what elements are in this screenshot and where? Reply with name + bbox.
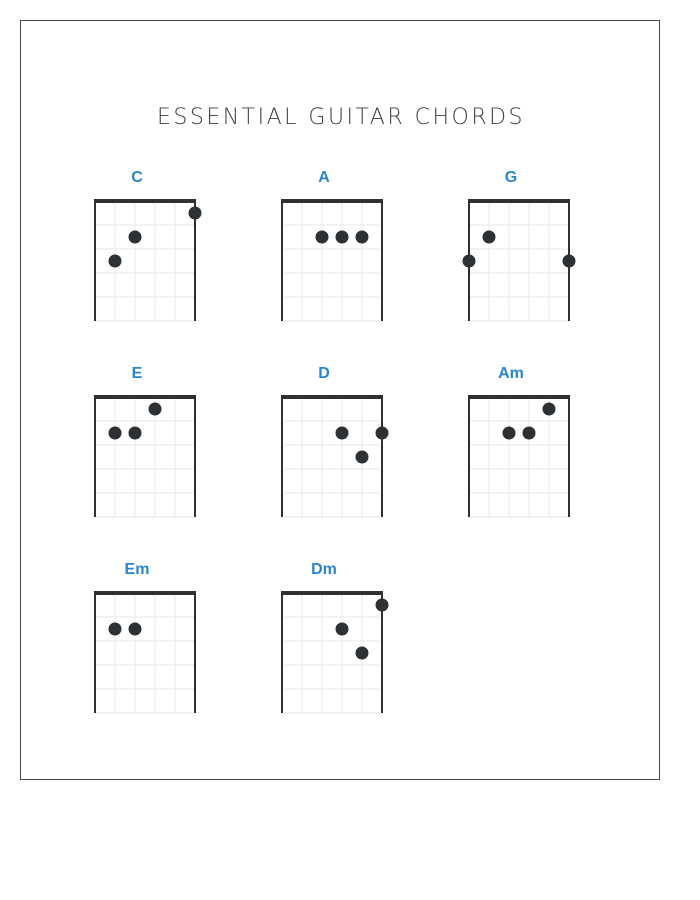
chord-diagram-a xyxy=(244,169,404,329)
chord-diagram-g xyxy=(431,169,591,329)
finger-dot xyxy=(376,427,389,440)
chord-name: Dm xyxy=(311,561,337,578)
finger-dot xyxy=(563,255,576,268)
finger-dot xyxy=(356,647,369,660)
fretboard xyxy=(57,169,217,329)
fretboard xyxy=(244,365,404,525)
finger-dot xyxy=(376,599,389,612)
chord-name: Em xyxy=(124,561,150,578)
fretboard xyxy=(431,365,591,525)
finger-dot xyxy=(356,231,369,244)
finger-dot xyxy=(316,231,329,244)
chord-name: D xyxy=(318,365,330,382)
finger-dot xyxy=(189,207,202,220)
chord-diagram-dm xyxy=(244,561,404,721)
finger-dot xyxy=(356,451,369,464)
finger-dot xyxy=(109,255,122,268)
fretboard xyxy=(57,561,217,721)
chord-sheet xyxy=(20,20,660,780)
finger-dot xyxy=(503,427,516,440)
chord-name: A xyxy=(318,169,330,186)
chord-name: G xyxy=(504,169,518,186)
finger-dot xyxy=(336,231,349,244)
chord-name: C xyxy=(131,169,143,186)
finger-dot xyxy=(149,403,162,416)
finger-dot xyxy=(336,623,349,636)
finger-dot xyxy=(129,427,142,440)
page-title: ESSENTIAL GUITAR CHORDS xyxy=(156,105,526,130)
chord-name: E xyxy=(131,365,143,382)
fretboard xyxy=(57,365,217,525)
fretboard xyxy=(244,561,404,721)
finger-dot xyxy=(336,427,349,440)
finger-dot xyxy=(523,427,536,440)
chord-diagram-c xyxy=(57,169,217,329)
finger-dot xyxy=(129,231,142,244)
chord-diagram-am xyxy=(431,365,591,525)
finger-dot xyxy=(129,623,142,636)
chord-diagram-d xyxy=(244,365,404,525)
fretboard xyxy=(431,169,591,329)
chord-name: Am xyxy=(498,365,524,382)
finger-dot xyxy=(109,427,122,440)
finger-dot xyxy=(543,403,556,416)
finger-dot xyxy=(483,231,496,244)
chord-diagram-e xyxy=(57,365,217,525)
finger-dot xyxy=(109,623,122,636)
fretboard xyxy=(244,169,404,329)
finger-dot xyxy=(463,255,476,268)
chord-diagram-em xyxy=(57,561,217,721)
